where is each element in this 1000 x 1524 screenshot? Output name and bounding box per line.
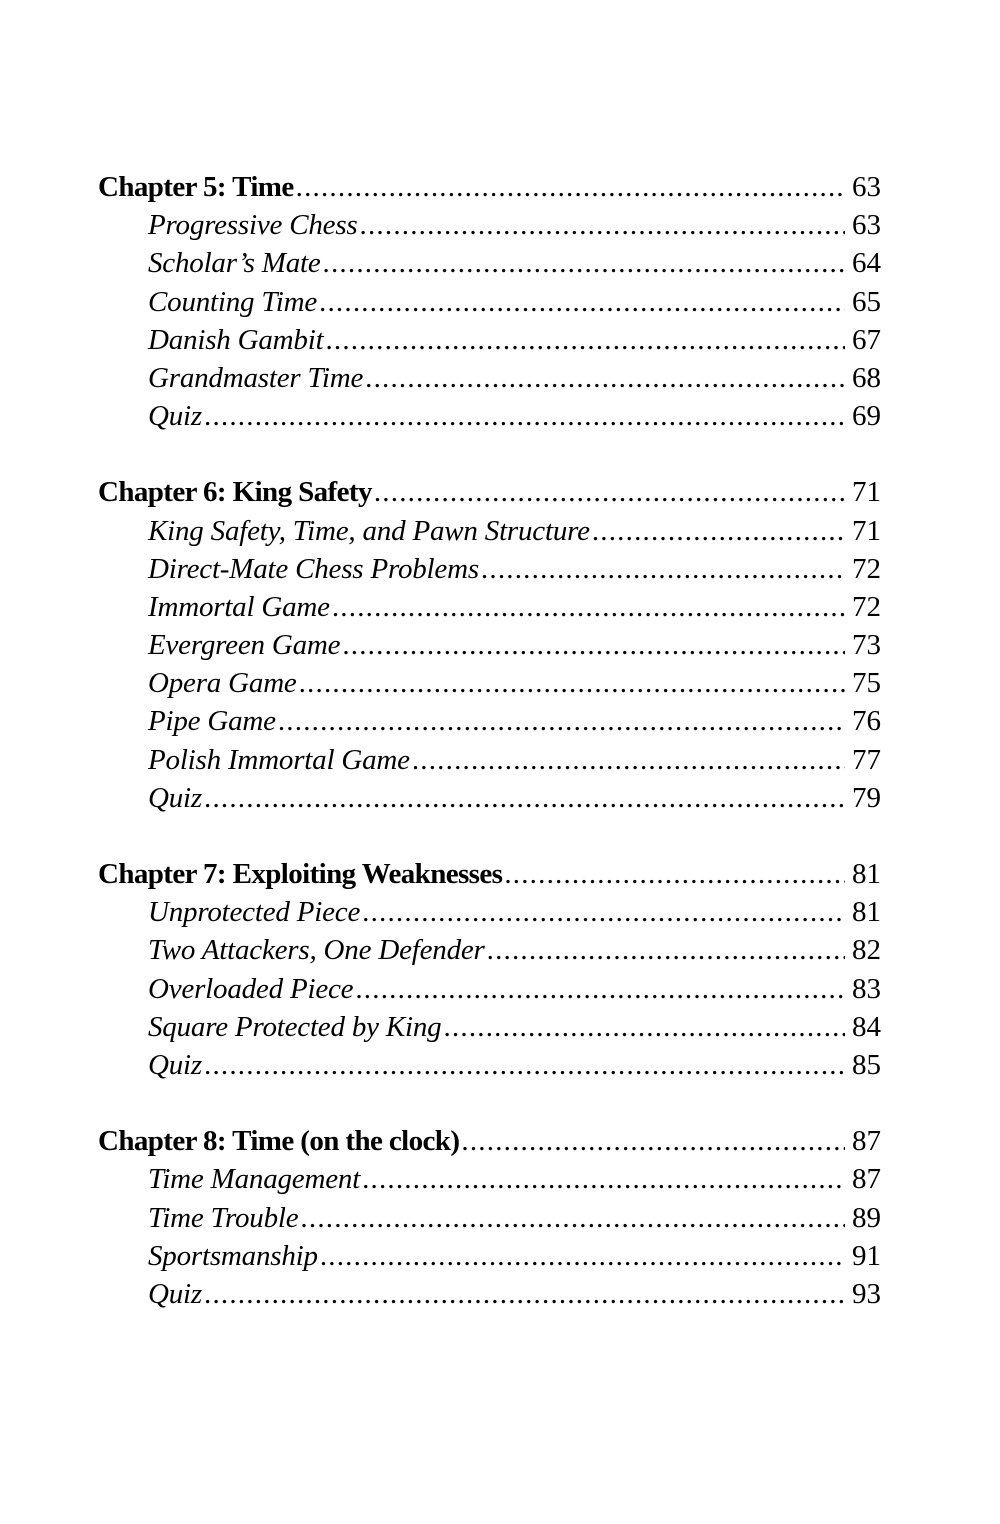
- dot-leader: [412, 741, 845, 779]
- section-title: Pipe Game: [148, 705, 276, 738]
- dot-leader: [461, 1122, 845, 1160]
- section-entry: [98, 664, 881, 702]
- page-number: 91: [852, 1239, 881, 1272]
- section-title: Progressive Chess: [148, 209, 358, 242]
- dot-leader: [204, 1046, 845, 1084]
- section-entry: [98, 550, 881, 588]
- section-title: Danish Gambit: [148, 323, 324, 356]
- page-number: 77: [852, 743, 881, 776]
- page-number: 71: [852, 514, 881, 547]
- dot-leader: [374, 473, 845, 511]
- chapter-block: [98, 855, 881, 1084]
- section-entry: [98, 588, 881, 626]
- section-title: Counting Time: [148, 285, 318, 318]
- dot-leader: [443, 1008, 845, 1046]
- section-title: Time Trouble: [148, 1201, 299, 1234]
- dot-leader: [299, 664, 845, 702]
- page-number: 87: [852, 1163, 881, 1196]
- page-number: 64: [852, 247, 881, 280]
- section-entry: [98, 779, 881, 817]
- dot-leader: [300, 1199, 845, 1237]
- section-title: Sportsmanship: [148, 1239, 318, 1272]
- section-entry: [98, 1046, 881, 1084]
- dot-leader: [592, 512, 845, 550]
- page-number: 79: [852, 781, 881, 814]
- section-entry: [98, 1160, 881, 1198]
- dot-leader: [362, 893, 845, 931]
- chapter-entry: [98, 855, 881, 893]
- section-entry: [98, 626, 881, 664]
- chapter-title: Chapter 5: Time: [98, 171, 294, 203]
- section-entry: [98, 397, 881, 435]
- dot-leader: [320, 1237, 845, 1275]
- dot-leader: [204, 1275, 845, 1313]
- page-number: 68: [852, 361, 881, 394]
- section-title: Quiz: [148, 1048, 202, 1081]
- page-number: 72: [852, 590, 881, 623]
- section-entry: [98, 1275, 881, 1313]
- dot-leader: [278, 702, 845, 740]
- section-title: King Safety, Time, and Pawn Structure: [148, 514, 590, 547]
- section-title: Quiz: [148, 1277, 202, 1310]
- page-number: 87: [852, 1125, 881, 1158]
- section-title: Unprotected Piece: [148, 896, 361, 929]
- chapter-block: [98, 473, 881, 817]
- dot-leader: [487, 931, 845, 969]
- section-entry: [98, 702, 881, 740]
- section-title: Quiz: [148, 781, 202, 814]
- chapter-entry: [98, 1122, 881, 1160]
- dot-leader: [204, 397, 845, 435]
- chapter-title: Chapter 7: Exploiting Weaknesses: [98, 858, 503, 890]
- section-title: Grandmaster Time: [148, 361, 364, 394]
- chapter-title: Chapter 8: Time (on the clock): [98, 1125, 460, 1158]
- page-number: 69: [852, 400, 881, 433]
- page-number: 73: [852, 629, 881, 662]
- page-number: 81: [852, 896, 881, 929]
- section-title: Immortal Game: [148, 590, 330, 623]
- dot-leader: [204, 779, 845, 817]
- dot-leader: [323, 244, 845, 282]
- page-number: 65: [852, 285, 881, 318]
- section-entry: [98, 1199, 881, 1237]
- section-entry: [98, 283, 881, 321]
- page-number: 81: [852, 858, 881, 890]
- page-number: 72: [852, 552, 881, 585]
- section-entry: [98, 970, 881, 1008]
- chapter-entry: [98, 168, 881, 206]
- chapter-block: [98, 1122, 881, 1313]
- page-number: 82: [852, 934, 881, 967]
- section-title: Quiz: [148, 400, 202, 433]
- section-entry: [98, 1237, 881, 1275]
- page-number: 93: [852, 1277, 881, 1310]
- section-entry: [98, 244, 881, 282]
- page-number: 63: [852, 209, 881, 242]
- section-title: Opera Game: [148, 667, 297, 700]
- chapter-entry: [98, 473, 881, 511]
- section-title: Time Management: [148, 1163, 361, 1196]
- page-number: 85: [852, 1048, 881, 1081]
- section-entry: [98, 741, 881, 779]
- section-entry: [98, 359, 881, 397]
- dot-leader: [319, 283, 845, 321]
- chapter-title: Chapter 6: King Safety: [98, 476, 372, 509]
- section-entry: [98, 931, 881, 969]
- section-entry: [98, 321, 881, 359]
- section-entry: [98, 512, 881, 550]
- dot-leader: [332, 588, 845, 626]
- dot-leader: [360, 206, 845, 244]
- page-number: 76: [852, 705, 881, 738]
- page-number: 89: [852, 1201, 881, 1234]
- dot-leader: [296, 168, 845, 206]
- section-title: Overloaded Piece: [148, 972, 354, 1005]
- section-title: Two Attackers, One Defender: [148, 934, 485, 967]
- section-title: Square Protected by King: [148, 1010, 442, 1043]
- page-number: 63: [852, 171, 881, 203]
- chapter-block: [98, 168, 881, 435]
- section-title: Polish Immortal Game: [148, 743, 410, 776]
- dot-leader: [504, 855, 845, 893]
- section-entry: [98, 206, 881, 244]
- section-title: Scholar’s Mate: [148, 247, 321, 280]
- table-of-contents: [98, 168, 881, 1351]
- section-entry: [98, 893, 881, 931]
- dot-leader: [355, 970, 845, 1008]
- page-number: 84: [852, 1010, 881, 1043]
- dot-leader: [342, 626, 845, 664]
- dot-leader: [481, 550, 845, 588]
- section-title: Direct-Mate Chess Problems: [148, 552, 479, 585]
- dot-leader: [325, 321, 845, 359]
- section-title: Evergreen Game: [148, 629, 341, 662]
- page-number: 71: [852, 476, 881, 509]
- page-number: 75: [852, 667, 881, 700]
- page-number: 67: [852, 323, 881, 356]
- page-number: 83: [852, 972, 881, 1005]
- dot-leader: [362, 1160, 845, 1198]
- section-entry: [98, 1008, 881, 1046]
- dot-leader: [365, 359, 845, 397]
